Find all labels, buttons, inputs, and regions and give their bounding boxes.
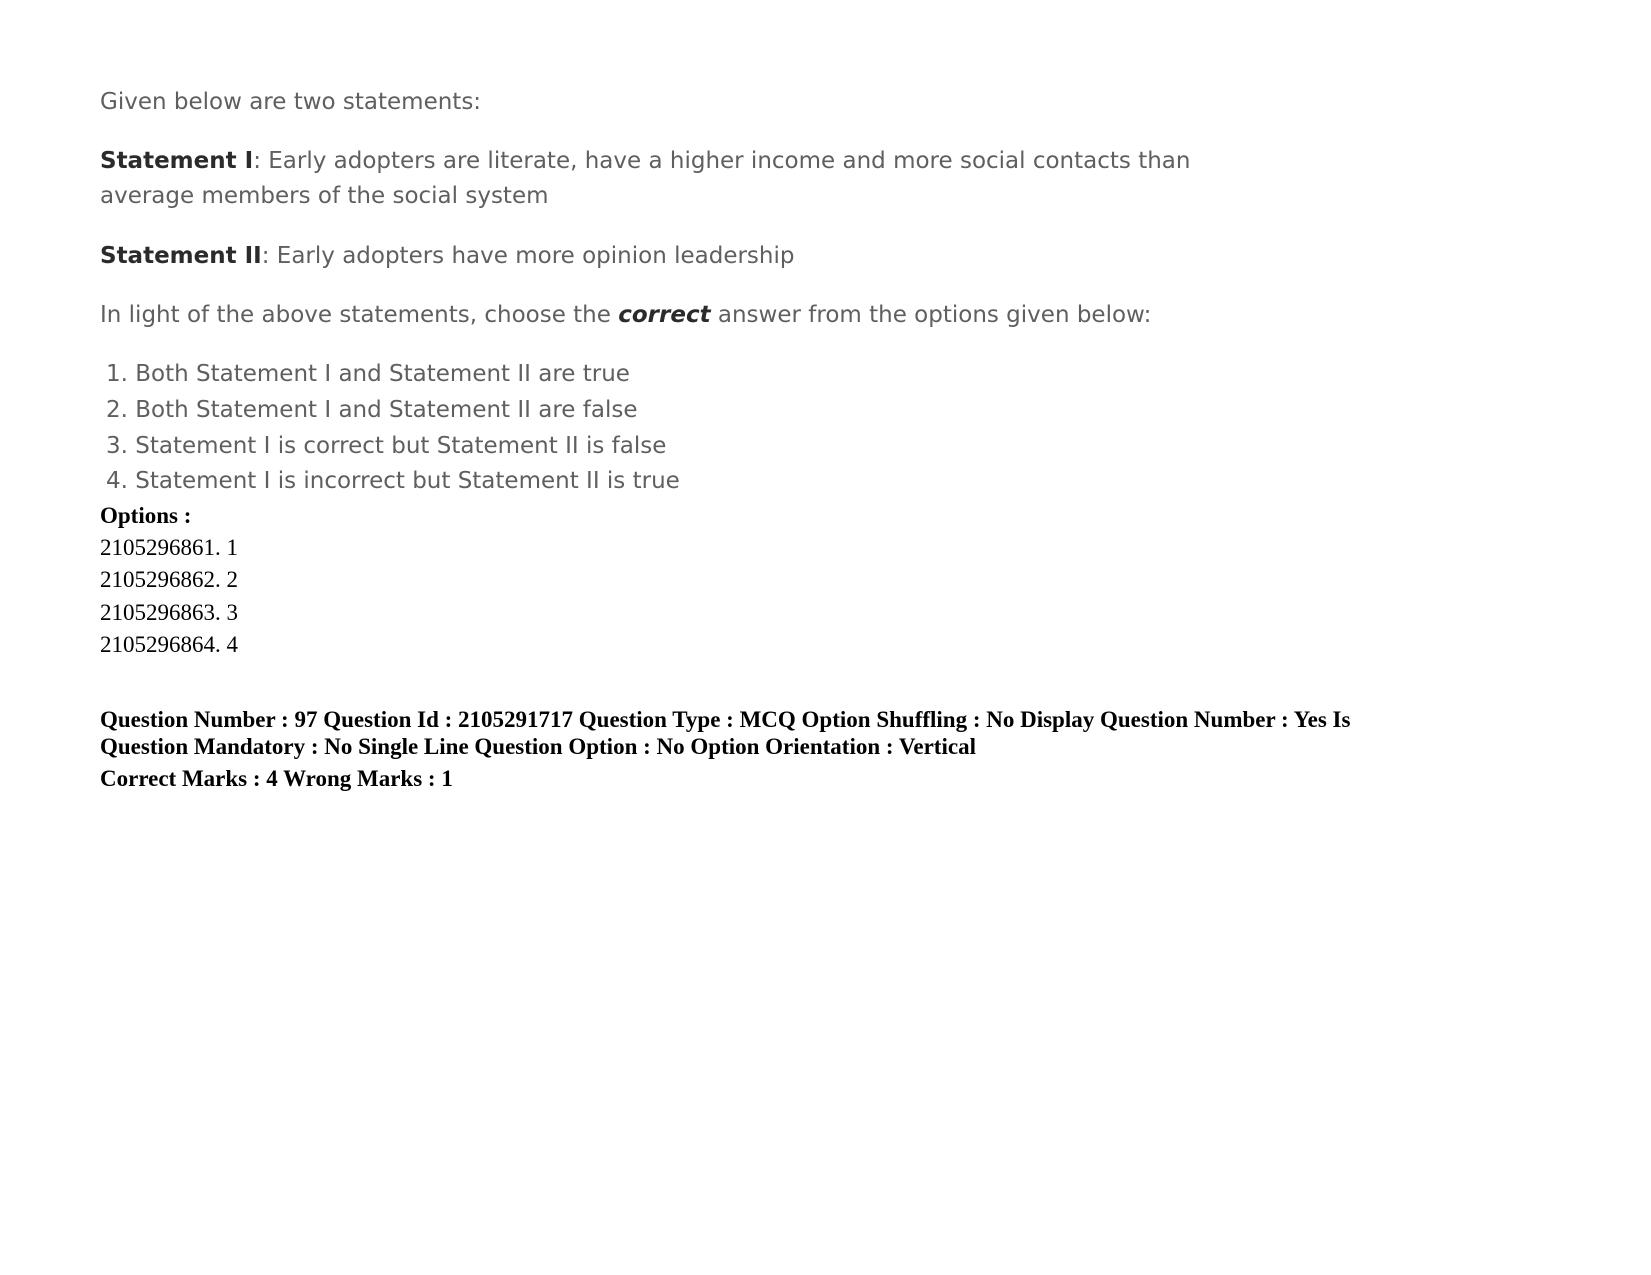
option-id-row: 2105296864. 4 bbox=[100, 632, 238, 657]
option-id-row: 2105296862. 2 bbox=[100, 567, 238, 592]
marks-line: Correct Marks : 4 Wrong Marks : 1 bbox=[100, 766, 453, 791]
statement-1-line-1 bbox=[100, 143, 1190, 179]
choice-item: 1. Both Statement I and Statement II are true bbox=[106, 361, 630, 387]
question-intro: Given below are two statements: bbox=[100, 89, 482, 115]
instruction-before: In light of the above statements, choose the bbox=[100, 302, 619, 328]
choice-item: 3. Statement I is correct but Statement II is false bbox=[106, 433, 667, 459]
question-instruction bbox=[100, 297, 1151, 333]
statement-2-line bbox=[100, 238, 795, 274]
choice-item: 4. Statement I is incorrect but Statement II is true bbox=[106, 468, 680, 494]
instruction-emphasis: correct bbox=[618, 302, 711, 328]
statement-2-text: : Early adopters have more opinion leadership bbox=[261, 243, 795, 269]
option-id-row: 2105296861. 1 bbox=[100, 535, 238, 560]
statement-1-line-2: average members of the social system bbox=[100, 183, 549, 209]
question-metadata: Question Number : 97 Question Id : 2105291717 Question Type : MCQ Option Shuffling : No Display Question Number : Yes Is Question Mandatory : No Single Line Question Option : No Option Orientation : Vertical bbox=[100, 707, 1351, 759]
instruction-after: answer from the options given below: bbox=[710, 302, 1152, 328]
statement-1-text: : Early adopters are literate, have a higher income and more social contacts than bbox=[253, 148, 1191, 174]
statement-2-label: Statement II bbox=[100, 243, 262, 269]
choice-item: 2. Both Statement I and Statement II are false bbox=[106, 397, 638, 423]
option-id-row: 2105296863. 3 bbox=[100, 600, 238, 625]
statement-1-label: Statement I bbox=[100, 148, 254, 174]
options-heading: Options : bbox=[100, 503, 192, 528]
